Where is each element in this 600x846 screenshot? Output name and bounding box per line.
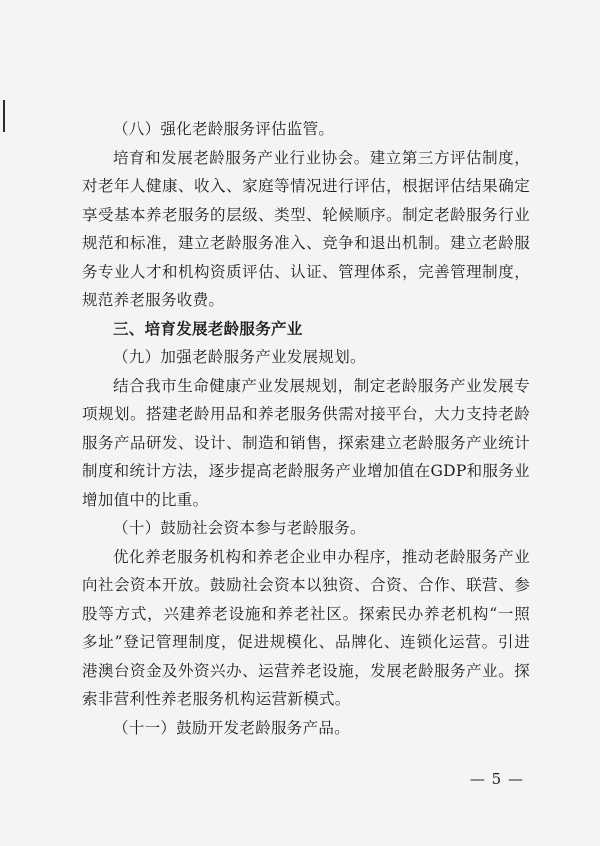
page-number: — 5 —: [469, 770, 524, 788]
section10-line-4: 多址”登记管理制度，促进规模化、品牌化、连锁化运营。引进: [82, 633, 530, 651]
section9-title: （九）加强老龄服务产业发展规划。: [113, 348, 366, 366]
section10-line-2: 向社会资本开放。鼓励社会资本以独资、合资、合作、联营、参: [82, 576, 530, 594]
section8-title: （八）强化老龄服务评估监管。: [113, 120, 335, 138]
section11-title: （十一）鼓励开发老龄服务产品。: [113, 718, 351, 737]
part3-title: 三、培育发展老龄服务产业: [113, 319, 303, 338]
section9-line-5: 增加值中的比重。: [82, 490, 209, 509]
section10-line-1: 优化养老服务机构和养老企业申办程序，推动老龄服务产业: [113, 547, 530, 566]
section8-line-1: 培育和发展老龄服务产业行业协会。建立第三方评估制度，: [113, 148, 530, 167]
section9-line-2: 项规划。搭建老龄用品和养老服务供需对接平台，大力支持老龄: [82, 405, 530, 423]
binding-mark: [3, 100, 5, 132]
section9-line-1: 结合我市生命健康产业发展规划，制定老龄服务产业发展专: [113, 376, 530, 395]
section9-line-4: 制度和统计方法，逐步提高老龄服务产业增加值在GDP和服务业: [82, 462, 530, 480]
section8-line-6: 规范养老服务收费。: [82, 291, 225, 309]
section10-line-3: 股等方式，兴建养老设施和养老社区。探索民办养老机构“一照: [82, 604, 530, 623]
page-text: [82, 115, 530, 742]
section8-line-5: 务专业人才和机构资质评估、认证、管理体系，完善管理制度，: [82, 262, 530, 281]
section10-line-5: 港澳台资金及外资兴办、运营养老设施，发展老龄服务产业。探: [82, 661, 530, 680]
section8-line-4: 规范和标准，建立老龄服务准入、竞争和退出机制。建立老龄服: [82, 234, 530, 252]
section10-title: （十）鼓励社会资本参与老龄服务。: [113, 519, 366, 537]
section8-line-2: 对老年人健康、收入、家庭等情况进行评估，根据评估结果确定: [82, 177, 530, 195]
section10-line-6: 索非营利性养老服务机构运营新模式。: [82, 690, 351, 708]
section8-line-3: 享受基本养老服务的层级、类型、轮候顺序。制定老龄服务行业: [82, 205, 530, 224]
section9-line-3: 服务产品研发、设计、制造和销售，探索建立老龄服务产业统计: [82, 433, 530, 452]
